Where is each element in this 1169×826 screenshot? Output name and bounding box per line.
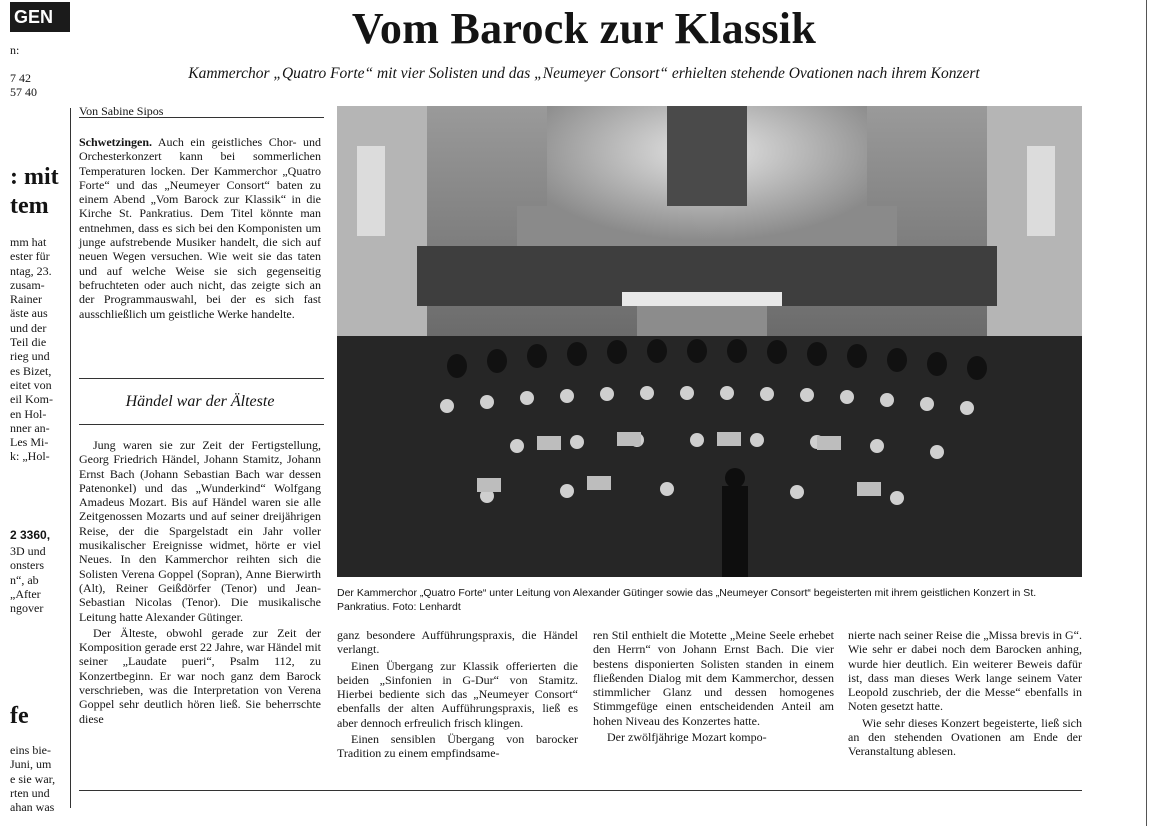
paragraph: nierte nach seiner Reise die „Missa brevis in G“. Wie sehr er dabei noch dem Barocken anhing, wurde hier deutlich. Ein weiterer Beweis dafür ist, dass man dieses Werk lange seinem Vater Leopold zuschrieb, der die Messe“ ebenfalls in Noten gesetzt hatte. xyxy=(848,628,1082,714)
neighbour-text-line: eil Kom- xyxy=(10,392,53,407)
concert-photo xyxy=(337,106,1082,577)
neighbour-text-line: e sie war, xyxy=(10,771,56,786)
neighbour-phone: 2 3360, xyxy=(10,528,51,542)
subheading-rule xyxy=(79,424,324,425)
neighbour-text-line: rten und xyxy=(10,785,50,800)
byline: Von Sabine Sipos xyxy=(79,104,164,118)
neighbour-text-line: Teil die xyxy=(10,335,47,350)
fragment: n: xyxy=(10,43,20,57)
article-subheadline: Kammerchor „Quatro Forte“ mit vier Solisten und das „Neumeyer Consort“ erhielten stehende Ovationen nach ihrem Konzert xyxy=(188,65,980,82)
neighbour-headline: : mit xyxy=(10,164,59,190)
subheading: Händel war der Älteste xyxy=(125,393,275,410)
fragment: 57 40 xyxy=(10,85,37,99)
column-1 xyxy=(79,438,321,726)
neighbour-text-line: Rainer xyxy=(10,292,42,307)
paragraph: Einen sensiblen Übergang von barocker Tradition zu einem empfindsame- xyxy=(337,732,578,761)
neighbour-text xyxy=(10,744,55,815)
column-rule xyxy=(70,108,71,808)
neighbour-text-line: und der xyxy=(10,320,47,335)
neighbour-headline: tem xyxy=(10,193,49,219)
neighbour-headline: fe xyxy=(10,703,29,729)
paragraph: Wie sehr dieses Konzert begeisterte, ließ sich an den stehenden Ovationen am Ende der Veranstaltung ablesen. xyxy=(848,715,1082,759)
photo-caption: Der Kammerchor „Quatro Forte“ unter Leitung von Alexander Gütinger sowie das „Neumeyer Consort“ begeisterten mit ihrem geistlichen Konzert in St. Pankratius. Foto: Lenhardt xyxy=(337,587,1037,613)
paragraph: Der Älteste, obwohl gerade zur Zeit der Komposition gerade erst 22 Jahre, war Händel mit seiner „Laudate pueri“, Psalm 112, zu Konzertbeginn. Er war noch ganz dem Barock verschrieben, was die Interpretation von Verena Goppel sehr deutlich hören ließ. Sie beherrschte diese xyxy=(79,625,321,726)
paragraph: Jung waren sie zur Zeit der Fertigstellung, Georg Friedrich Händel, Johann Stamitz, Johann Ernst Bach (Johann Sebastian Bach war dessen Patenonkel) und das „Wunderkind“ Wolfgang Amadeus Mozart. Bis auf Händel waren sie alle Zeitgenossen Mozarts und auf seiner dreijährigen Reise, der die Spargelstadt ein Jahr voller musikalischer Ereignisse widmet, hörte er viel Neues. In den Kammerchor reihten sich die Solisten Verena Goppel (Sopran), Anne Bierwirth (Alt), Reiner Geißdörfer (Tenor) und Jean-Sebastian Nicolas (Tenor). Die musikalische Leitung hatte Alexander Gütinger. xyxy=(79,438,321,624)
neighbour-text-line: ester für xyxy=(10,249,50,264)
neighbour-text-line: zusam- xyxy=(10,277,45,292)
neighbour-text-line: Les Mi- xyxy=(10,435,49,450)
neighbour-text-line: ahan was xyxy=(10,800,55,815)
church-concert-image xyxy=(337,106,1082,577)
neighbour-text xyxy=(10,236,53,465)
neighbour-text-line: eitet von xyxy=(10,377,52,392)
paragraph: Der zwölfjährige Mozart kompo- xyxy=(607,730,767,745)
fragment: 7 42 xyxy=(10,71,31,85)
neighbour-column xyxy=(0,0,70,826)
neighbour-text-line: ngover xyxy=(10,601,44,616)
neighbour-text-line: onsters xyxy=(10,558,44,573)
subheading-rule xyxy=(79,378,324,379)
intro-paragraph xyxy=(79,135,321,321)
column-3 xyxy=(593,628,834,744)
neighbour-text-line: nner an- xyxy=(10,420,50,435)
neighbour-text-line: 3D und xyxy=(10,544,46,558)
neighbour-text-line: eins bie- xyxy=(10,743,51,757)
section-tag: GEN xyxy=(10,2,70,32)
neighbour-text-line: mm hat xyxy=(10,235,47,249)
article-headline: Vom Barock zur Klassik xyxy=(351,4,817,53)
neighbour-text-line: „After xyxy=(10,586,41,601)
neighbour-text-line: äste aus xyxy=(10,306,48,321)
paragraph: ganz besondere Aufführungspraxis, die Händel verlangt. xyxy=(337,628,578,657)
neighbour-text-line: rieg und xyxy=(10,349,50,364)
neighbour-text-line: n“, ab xyxy=(10,572,39,587)
page-edge xyxy=(1146,0,1147,826)
neighbour-text-line: ntag, 23. xyxy=(10,263,52,278)
column-4 xyxy=(848,628,1082,759)
paragraph: Einen Übergang zur Klassik offerierten die beiden „Sinfonien in G-Dur“ von Stamitz. Hierbei bediente sich das „Neumeyer Consort“ ebenfalls der alten Aufführungspraxis, ließ es aber dennoch erfreulich frisch klingen. xyxy=(337,658,578,730)
neighbour-text-line: k: „Hol- xyxy=(10,449,50,464)
column-2 xyxy=(337,628,578,761)
dateline: Schwetzingen. xyxy=(79,135,152,149)
neighbour-text-line: en Hol- xyxy=(10,406,47,421)
neighbour-text-line: Juni, um xyxy=(10,757,52,772)
paragraph: ren Stil enthielt die Motette „Meine Seele erhebet den Herrn“ von Johann Ernst Bach. Die vier bestens disponierten Solisten standen in einem fließenden Dialog mit dem Kammerchor, dessen stimmlicher Glanz und dessen homogenes Stimmgefüge einen entscheidenden Anteil am hohen Niveau des Konzertes hatte. xyxy=(593,628,834,728)
intro-text: Auch ein geistliches Chor- und Orchesterkonzert kann bei sommerlichen Temperaturen locken. Der Kammerchor „Quatro Forte“ und das „Neumeyer Consort“ baten zu einem Abend „Vom Barock zur Klassik“ in die Kirche St. Pankratius. Dem Titel könnte man entnehmen, dass es sich bei den Komponisten um junge aufstrebende Musiker handelt, die sich auf neuen Wegen versuchen. Wie weit sie das taten und auf welche Weise sie sich gegenseitig befruchteten oder auch nicht, das zeigte sich an der Programmauswahl, bei der es sich fast ausschließlich um geistliche Werke handelte. xyxy=(79,135,321,321)
bottom-rule xyxy=(79,790,1082,791)
neighbour-text-line: es Bizet, xyxy=(10,363,52,378)
neighbour-text xyxy=(10,545,46,616)
